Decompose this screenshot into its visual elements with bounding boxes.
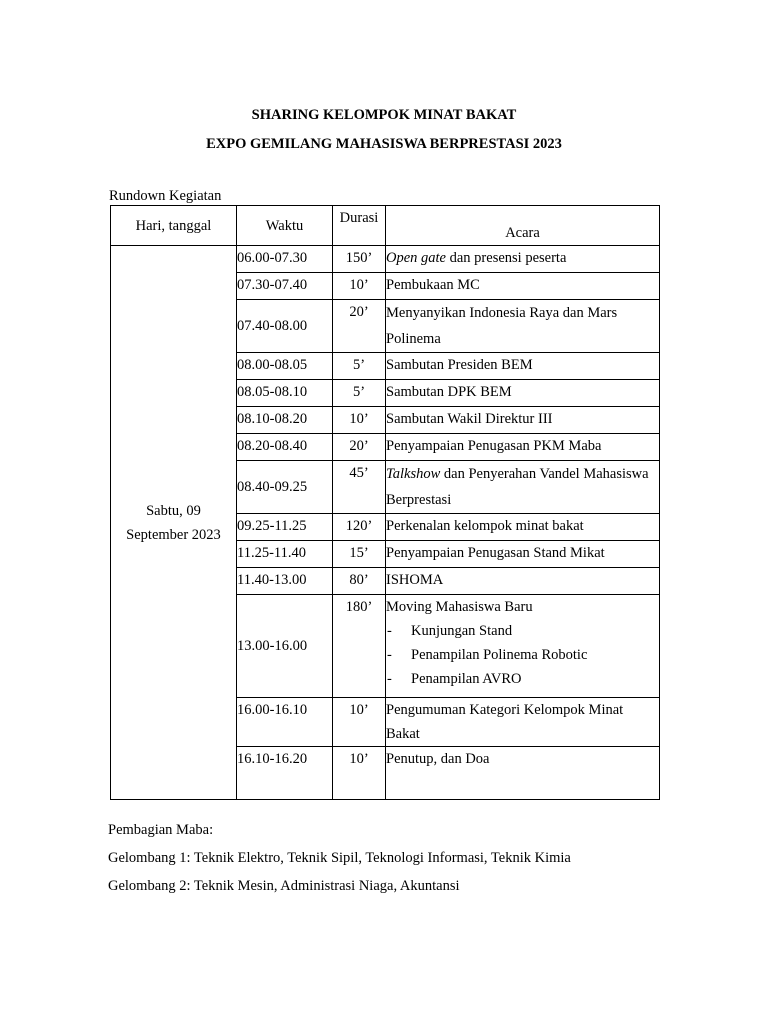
header-event: Acara <box>386 206 660 246</box>
duration-cell: 45’ <box>333 461 386 514</box>
subitem-label: Penampilan AVRO <box>411 671 522 687</box>
list-item <box>386 643 659 667</box>
maba-distribution-heading: Pembagian Maba: <box>108 822 214 838</box>
event-cell: Perkenalan kelompok minat bakat <box>386 514 660 541</box>
event-cell <box>386 246 660 273</box>
event-cell: Penyampaian Penugasan Stand Mikat <box>386 541 660 568</box>
rundown-table <box>110 205 660 800</box>
duration-cell: 150’ <box>333 246 386 273</box>
event-cell: Penyampaian Penugasan PKM Maba <box>386 434 660 461</box>
time-cell: 13.00-16.00 <box>237 595 333 698</box>
duration-cell: 5’ <box>333 353 386 380</box>
dash-bullet: - <box>387 671 392 687</box>
duration-cell: 10’ <box>333 747 386 800</box>
event-emphasis: Open gate <box>386 250 446 266</box>
header-duration: Durasi <box>333 206 386 246</box>
event-cell: Sambutan Presiden BEM <box>386 353 660 380</box>
duration-cell: 15’ <box>333 541 386 568</box>
list-item <box>386 667 659 691</box>
time-cell: 11.40-13.00 <box>237 568 333 595</box>
subitem-label: Kunjungan Stand <box>411 623 513 639</box>
time-cell: 07.30-07.40 <box>237 273 333 300</box>
dash-bullet: - <box>387 647 392 663</box>
duration-cell: 80’ <box>333 568 386 595</box>
header-time: Waktu <box>237 206 333 246</box>
duration-cell: 120’ <box>333 514 386 541</box>
time-cell: 08.20-08.40 <box>237 434 333 461</box>
duration-cell: 10’ <box>333 698 386 747</box>
list-item <box>386 619 659 643</box>
event-cell: Pengumuman Kategori Kelompok Minat Bakat <box>386 698 660 747</box>
duration-cell: 10’ <box>333 273 386 300</box>
day-line1: Sabtu, 09 <box>146 502 201 519</box>
time-cell: 08.40-09.25 <box>237 461 333 514</box>
rundown-label: Rundown Kegiatan <box>109 188 222 204</box>
time-cell: 11.25-11.40 <box>237 541 333 568</box>
event-cell: Sambutan Wakil Direktur III <box>386 407 660 434</box>
event-cell: Sambutan DPK BEM <box>386 380 660 407</box>
wave-1-text: Gelombang 1: Teknik Elektro, Teknik Sipil, Teknologi Informasi, Teknik Kimia <box>108 850 571 866</box>
duration-cell: 20’ <box>333 300 386 353</box>
day-line2: September 2023 <box>126 526 221 543</box>
wave-2-text: Gelombang 2: Teknik Mesin, Administrasi Niaga, Akuntansi <box>108 878 460 894</box>
table-row <box>111 246 660 273</box>
document-title: SHARING KELOMPOK MINAT BAKAT <box>251 107 517 123</box>
duration-cell: 20’ <box>333 434 386 461</box>
event-cell <box>386 461 660 514</box>
event-text: dan Penyerahan Vandel Mahasiswa Berprestasi <box>386 466 649 508</box>
time-cell: 16.00-16.10 <box>237 698 333 747</box>
duration-cell: 180’ <box>333 595 386 698</box>
day-cell <box>111 246 237 800</box>
event-text: Moving Mahasiswa Baru <box>386 599 533 615</box>
event-cell: Pembukaan MC <box>386 273 660 300</box>
duration-cell: 10’ <box>333 407 386 434</box>
event-cell: ISHOMA <box>386 568 660 595</box>
event-text: dan presensi peserta <box>446 250 567 266</box>
dash-bullet: - <box>387 623 392 639</box>
duration-cell: 5’ <box>333 380 386 407</box>
time-cell: 08.05-08.10 <box>237 380 333 407</box>
time-cell: 16.10-16.20 <box>237 747 333 800</box>
time-cell: 09.25-11.25 <box>237 514 333 541</box>
header-day: Hari, tanggal <box>111 206 237 246</box>
event-cell: Penutup, dan Doa <box>386 747 660 800</box>
document-subtitle: EXPO GEMILANG MAHASISWA BERPRESTASI 2023 <box>206 136 562 152</box>
event-emphasis: Talkshow <box>386 466 441 482</box>
time-cell: 08.00-08.05 <box>237 353 333 380</box>
time-cell: 06.00-07.30 <box>237 246 333 273</box>
event-cell: Menyanyikan Indonesia Raya dan Mars Polinema <box>386 300 660 353</box>
subitem-label: Penampilan Polinema Robotic <box>411 647 588 663</box>
event-cell <box>386 595 660 698</box>
time-cell: 07.40-08.00 <box>237 300 333 353</box>
time-cell: 08.10-08.20 <box>237 407 333 434</box>
